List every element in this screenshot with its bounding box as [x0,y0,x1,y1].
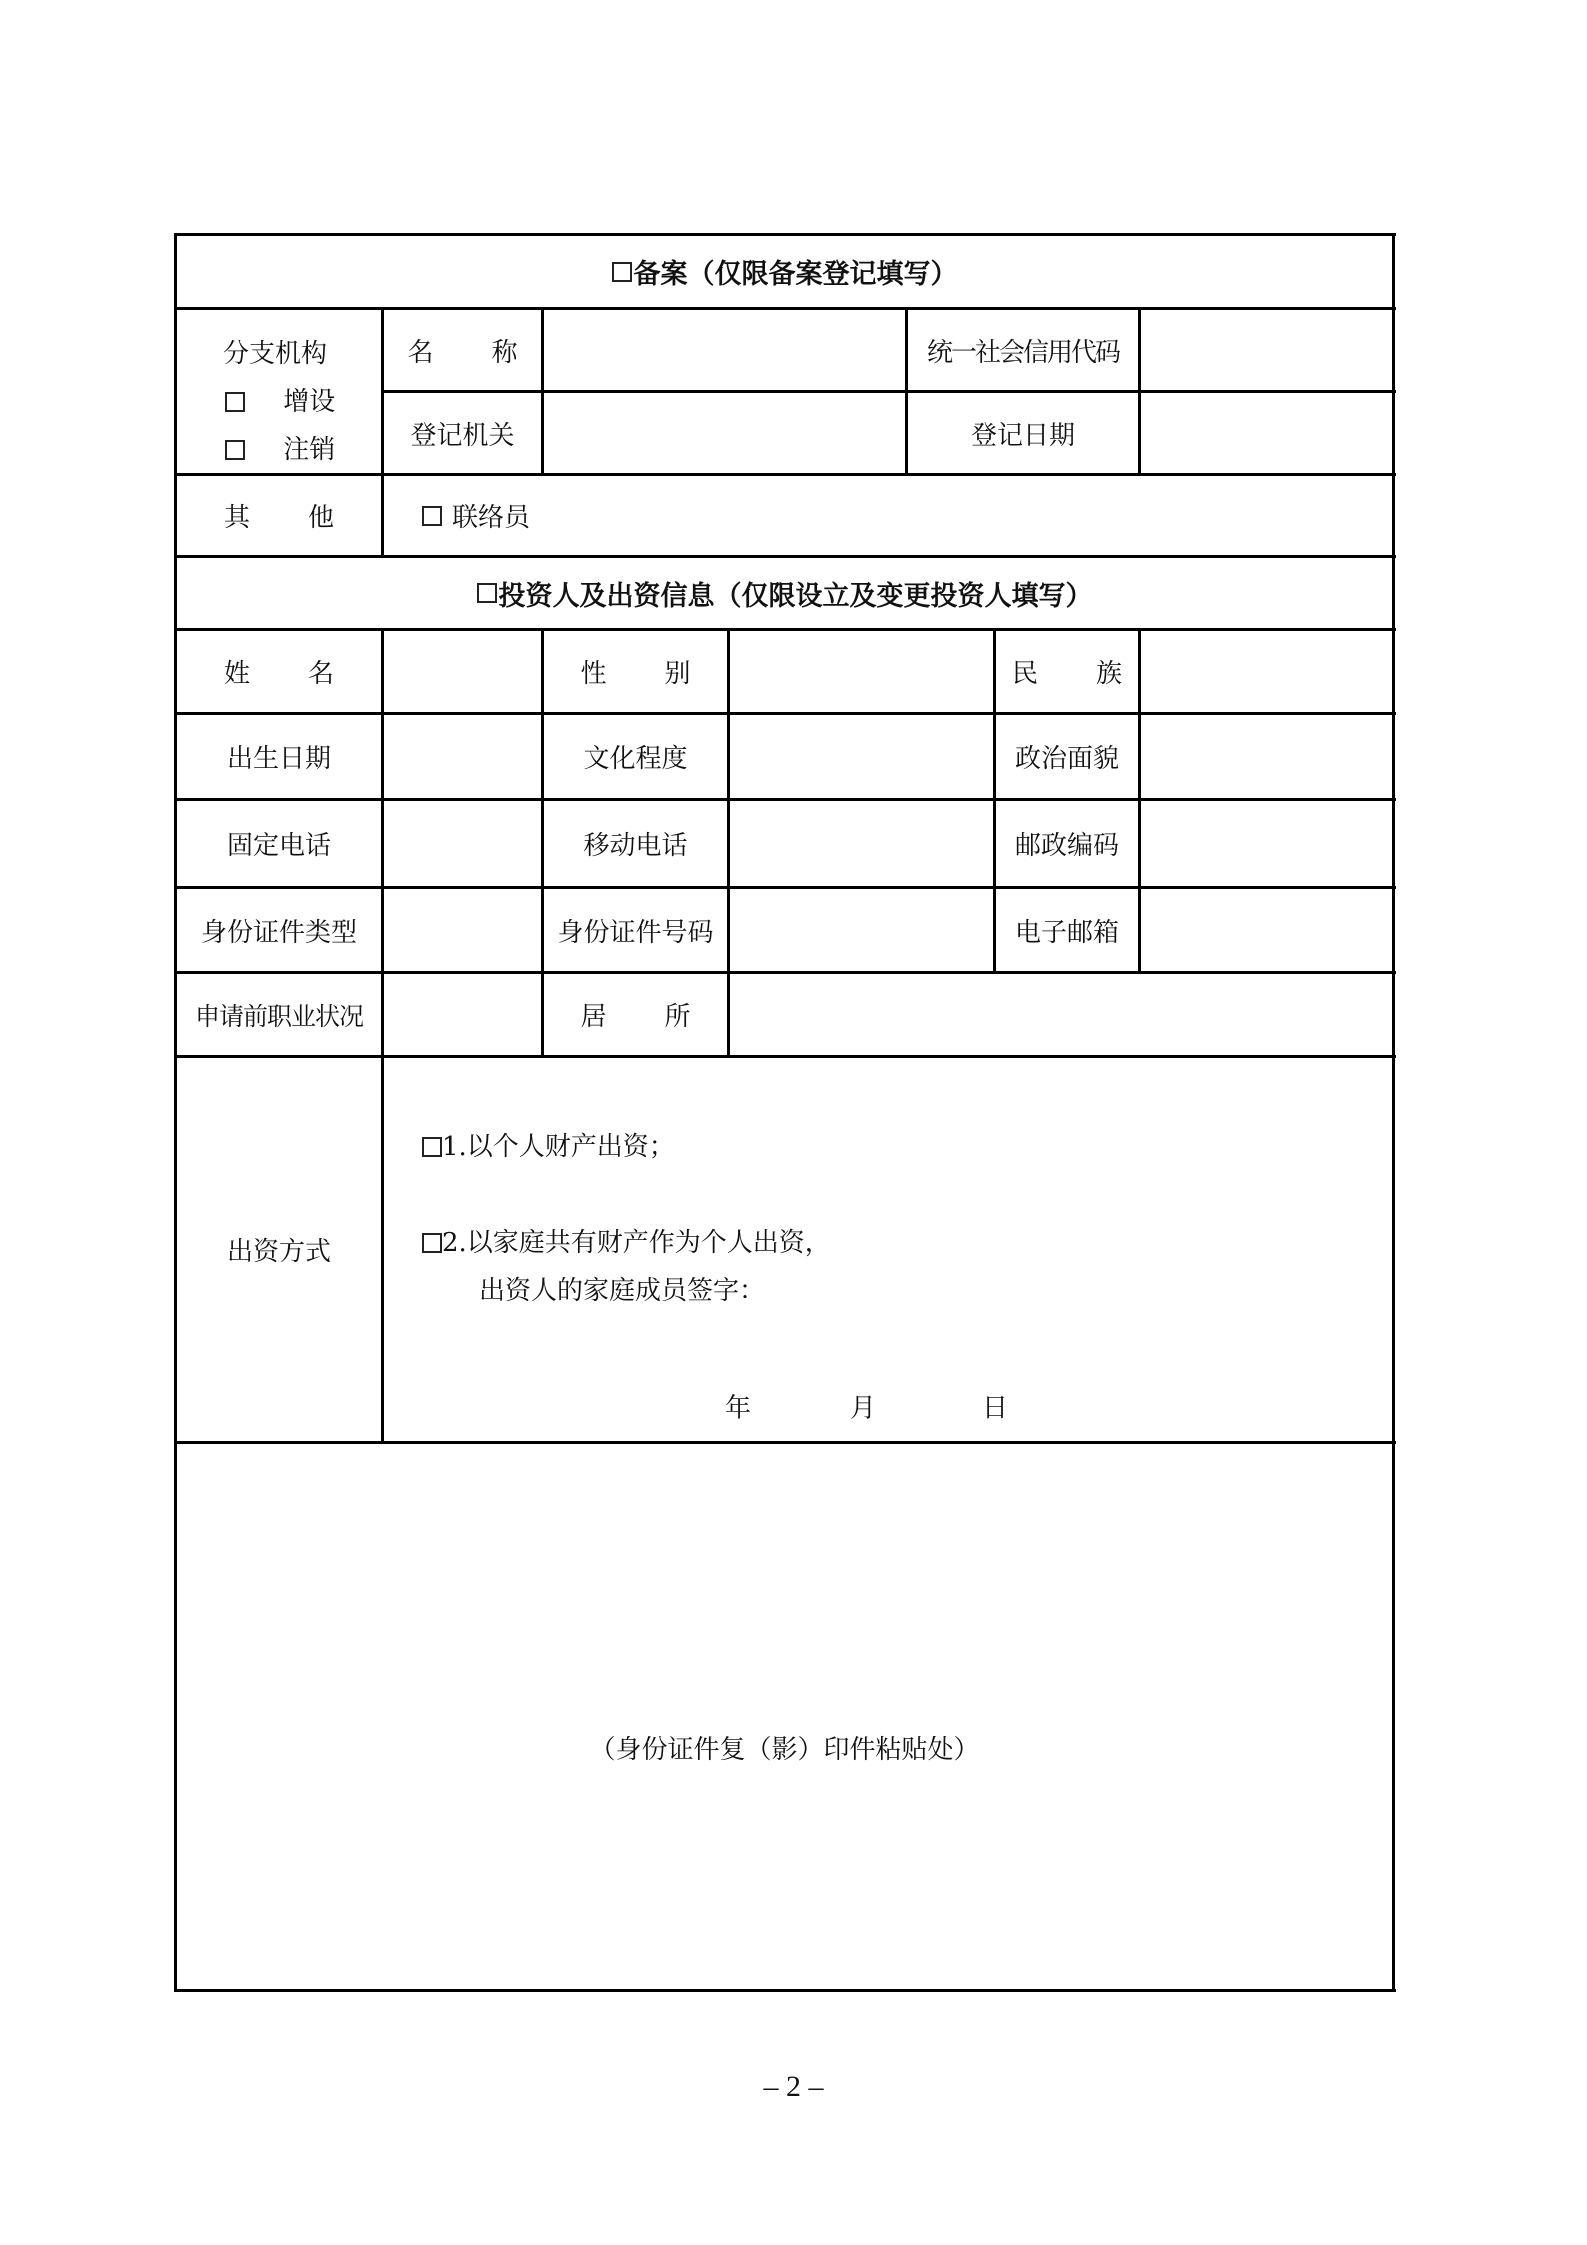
ethnicity-field[interactable] [1141,631,1392,712]
label-char: 居 [580,1002,607,1032]
residence-field[interactable] [730,974,1392,1055]
label-char: 民 [1012,659,1039,689]
postal-code-label: 邮政编码 [1014,831,1119,861]
name-field[interactable] [384,631,541,712]
gender-field[interactable] [730,631,993,712]
occupation-label: 申请前职业状况 [194,1001,363,1031]
label-char: 别 [664,659,691,689]
contribution-option-1[interactable] [422,1126,675,1163]
mobile-label: 移动电话 [583,831,688,861]
signature-date-day: 日 [982,1393,1009,1424]
email-label: 电子邮箱 [1014,917,1119,948]
credit-code-label: 统一社会信用代码 [926,337,1119,368]
investor-checkbox[interactable] [477,583,497,603]
liaison-option[interactable] [384,476,1392,555]
birth-date-label: 出生日期 [226,744,331,774]
liaison-label: 联络员 [452,503,531,533]
mobile-field[interactable] [730,801,993,886]
family-signature-label: 出资人的家庭成员签字： [479,1276,766,1306]
birth-date-field[interactable] [384,715,541,798]
email-field[interactable] [1141,889,1392,971]
gender-label [544,631,727,712]
filing-section-title: 备案（仅限备案登记填写） [633,259,958,290]
branch-option-cancel[interactable] [225,429,335,466]
filing-section-header [177,236,1392,307]
signature-date-year: 年 [725,1393,752,1424]
option2-label: 2.以家庭共有财产作为个人出资， [442,1228,831,1258]
liaison-checkbox[interactable] [422,506,442,526]
label-char: 其 [224,503,251,533]
contribution-method-label: 出资方式 [226,1237,331,1267]
id-copy-placeholder: （身份证件复（影）印件粘贴处） [589,1735,980,1765]
signature-date-month: 月 [850,1393,877,1424]
id-copy-paste-area [177,1444,1392,1989]
authority-field[interactable] [544,393,905,473]
education-field[interactable] [730,715,993,798]
table-border-bottom [175,1989,1396,1992]
add-checkbox[interactable] [225,392,245,412]
label-char: 姓 [224,659,251,689]
id-type-field[interactable] [384,889,541,971]
postal-code-field[interactable] [1141,801,1392,886]
id-number-field[interactable] [730,889,993,971]
education-label: 文化程度 [583,744,688,774]
option1-checkbox[interactable] [422,1137,442,1157]
investor-section-header [177,558,1392,628]
landline-label: 固定电话 [226,831,331,861]
credit-code-field[interactable] [1141,310,1392,390]
add-option-label: 增设 [283,387,336,417]
option1-label: 1.以个人财产出资； [442,1132,675,1162]
political-status-field[interactable] [1141,715,1392,798]
branch-name-field[interactable] [544,310,905,390]
registration-date-field[interactable] [1141,393,1392,473]
political-status-label: 政治面貌 [1014,744,1119,774]
authority-label: 登记机关 [410,420,515,451]
label-char: 族 [1095,659,1122,689]
residence-label [544,974,727,1055]
id-type-label: 身份证件类型 [200,917,357,948]
other-label [177,476,381,555]
branch-label: 分支机构 [223,339,328,369]
label-char: 所 [664,1002,691,1032]
branch-name-label [384,310,541,390]
cancel-checkbox[interactable] [225,440,245,460]
option2-checkbox[interactable] [422,1233,442,1253]
landline-field[interactable] [384,801,541,886]
branch-option-add[interactable] [225,381,335,418]
contribution-options [384,1058,1392,1441]
id-number-label: 身份证件号码 [557,917,714,948]
filing-checkbox[interactable] [612,262,632,282]
cancel-option-label: 注销 [283,435,336,465]
branch-label-group [177,310,381,473]
occupation-field[interactable] [384,974,541,1055]
table-border-right [1392,233,1395,1992]
label-char: 称 [491,337,518,368]
label-char: 性 [580,659,607,689]
page-number: – 2 – [763,2070,824,2103]
label-char: 名 [407,337,434,368]
label-char: 名 [307,659,334,689]
name-label [177,631,381,712]
label-char: 他 [307,503,334,533]
investor-section-title: 投资人及出资信息（仅限设立及变更投资人填写） [498,580,1093,612]
ethnicity-label [996,631,1138,712]
registration-date-label: 登记日期 [970,420,1075,451]
contribution-option-2[interactable] [422,1222,831,1259]
